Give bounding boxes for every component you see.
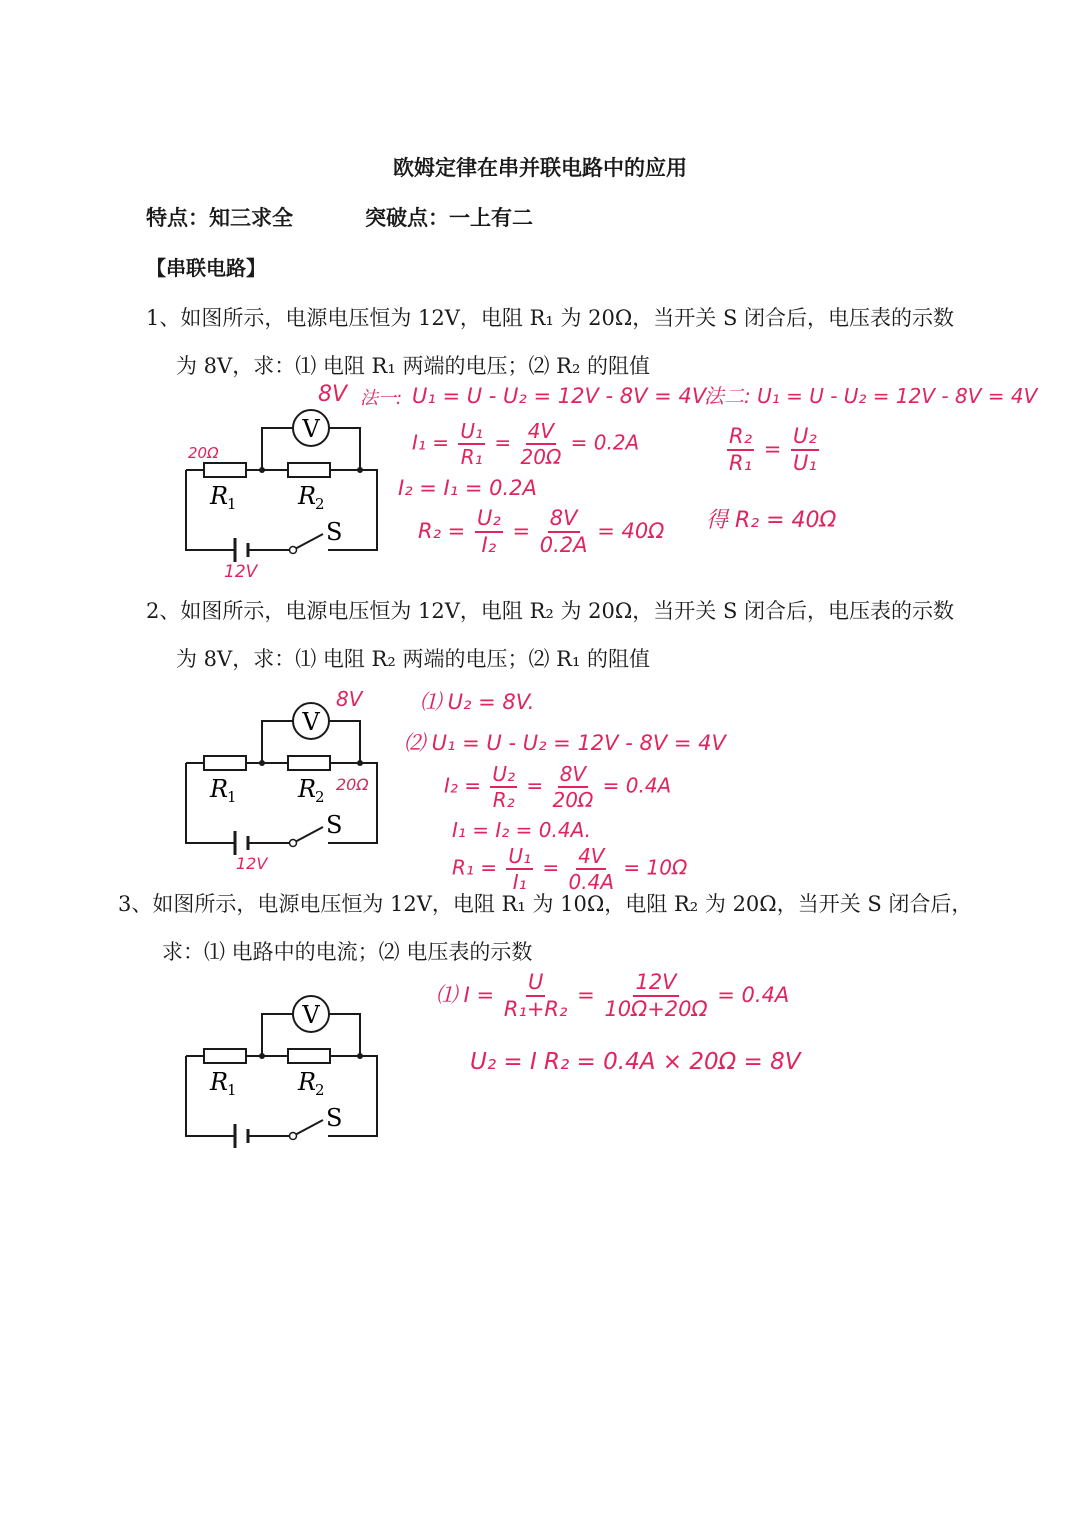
hw-q2-step-2: ⑵ U₁ = U - U₂ = 12V - 8V = 4V	[404, 731, 726, 755]
hw-q2-step-i2	[444, 764, 671, 810]
hw-q2-i-rhs: = 0.4A	[602, 773, 672, 798]
hw-q3-mid: =	[577, 983, 595, 1007]
r2-subscript: 2	[315, 495, 325, 513]
numerator: 8V	[559, 762, 587, 786]
voltmeter-label: V	[302, 415, 320, 443]
hw-q2-step-r1	[452, 846, 687, 892]
hw-q1-r2-lhs: R₂ =	[418, 519, 466, 543]
fraction	[506, 846, 533, 892]
question-2-line-2: 为 8V，求：⑴ 电阻 R₂ 两端的电压；⑵ R₁ 的阻值	[176, 647, 651, 671]
fraction	[504, 972, 568, 1020]
numerator: U₂	[791, 426, 819, 451]
denominator: R₂	[492, 788, 515, 812]
features-left: 特点：知三求全	[146, 206, 293, 230]
hw-q1-ratio-eq: =	[763, 437, 782, 461]
hw-q3-rhs: = 0.4A	[717, 983, 790, 1007]
r1-label: R	[210, 1068, 229, 1096]
switch-label: S	[326, 1104, 343, 1132]
hw-q1-r2-mid: =	[512, 519, 531, 543]
fraction	[553, 764, 594, 810]
hw-q3-step-2: U₂ = I R₂ = 0.4A × 20Ω = 8V	[470, 1049, 801, 1075]
hw-q2-r2-note: 20Ω	[336, 775, 369, 794]
denominator: R₁+R₂	[503, 997, 568, 1021]
hw-q1-i1-mid: =	[494, 430, 512, 455]
denominator: R₁	[460, 445, 483, 469]
hw-q2-meter-note: 8V	[336, 687, 363, 711]
hw-q1-r2-rhs: = 40Ω	[597, 519, 665, 543]
denominator: 20Ω	[520, 445, 562, 469]
r1-subscript: 1	[227, 495, 237, 513]
hw-q2-step-1: ⑴ U₂ = 8V.	[420, 690, 535, 714]
fraction	[490, 764, 517, 810]
hw-q1-r1-note: 20Ω	[188, 444, 219, 462]
numerator: U₂	[492, 762, 516, 786]
denominator: 10Ω+20Ω	[604, 997, 708, 1021]
numerator: R₂	[727, 426, 754, 451]
fraction	[791, 426, 819, 474]
fraction	[475, 508, 503, 556]
denominator: 0.4A	[568, 870, 615, 894]
hw-q1-method-2: 法二: U₁ = U - U₂ = 12V - 8V = 4V	[704, 384, 1038, 408]
question-3-line-2: 求：⑴ 电路中的电流；⑵ 电压表的示数	[162, 940, 533, 964]
fraction	[521, 421, 562, 467]
denominator: 0.2A	[539, 533, 588, 557]
r2-label: R	[298, 1068, 317, 1096]
question-2-line-1: 2、如图所示，电源电压恒为 12V，电阻 R₂ 为 20Ω，当开关 S 闭合后，电压表的示数	[146, 599, 955, 623]
numerator: U₁	[460, 419, 484, 443]
hw-q2-r-mid: =	[542, 855, 560, 880]
fraction	[604, 972, 707, 1020]
features-right: 突破点：一上有二	[365, 206, 533, 230]
numerator: 8V	[548, 508, 580, 533]
numerator: U₁	[508, 844, 532, 868]
hw-q3-step-1	[436, 972, 789, 1020]
circuit-diagram-3	[170, 986, 400, 1156]
question-3-line-1: 3、如图所示，电源电压恒为 12V，电阻 R₁ 为 10Ω，电阻 R₂ 为 20Ω，当开关 S 闭合后，	[118, 892, 973, 916]
r1-subscript: 1	[227, 1081, 237, 1099]
numerator: 4V	[578, 844, 605, 868]
denominator: U₁	[793, 451, 817, 475]
denominator: 20Ω	[552, 788, 594, 812]
numerator: U₂	[475, 508, 503, 533]
hw-q1-step-i2: I₂ = I₁ = 0.2A	[398, 476, 537, 500]
numerator: 12V	[633, 972, 678, 997]
circuit-diagram-1	[170, 400, 400, 570]
hw-q1-ratio	[724, 426, 822, 474]
hw-q1-battery-note: 12V	[224, 562, 258, 582]
hw-q1-result: 得 R₂ = 40Ω	[706, 508, 837, 533]
fraction	[727, 426, 754, 474]
section-heading: 【串联电路】	[146, 256, 266, 280]
question-1-line-2: 为 8V，求：⑴ 电阻 R₁ 两端的电压；⑵ R₂ 的阻值	[176, 354, 651, 378]
r1-label: R	[210, 482, 229, 510]
fraction	[540, 508, 588, 556]
denominator: I₁	[512, 870, 527, 894]
hw-q2-r-lhs: R₁ =	[452, 855, 498, 880]
r2-label: R	[298, 482, 317, 510]
denominator: I₂	[481, 533, 497, 557]
switch-label: S	[326, 518, 343, 546]
page-title: 欧姆定律在串并联电路中的应用	[393, 156, 687, 180]
voltmeter-label: V	[302, 1001, 320, 1029]
numerator: U	[526, 972, 545, 997]
fraction	[458, 421, 485, 467]
hw-q1-step-u1: U₁ = U - U₂ = 12V - 8V = 4V	[412, 384, 707, 408]
voltmeter-label: V	[302, 708, 320, 736]
denominator: R₁	[729, 451, 753, 475]
r2-subscript: 2	[315, 1081, 325, 1099]
hw-q1-i1-rhs: = 0.2A	[570, 430, 640, 455]
hw-q2-step-i1: I₁ = I₂ = 0.4A.	[452, 818, 591, 842]
hw-q3-lhs: ⑴ I =	[436, 983, 495, 1007]
r1-label: R	[210, 775, 229, 803]
r1-subscript: 1	[227, 788, 237, 806]
hw-q2-battery-note: 12V	[236, 854, 268, 873]
hw-q1-meter-note: 8V	[318, 382, 348, 407]
hw-q2-i-mid: =	[526, 773, 544, 798]
hw-q2-i-lhs: I₂ =	[444, 773, 482, 798]
switch-label: S	[326, 811, 343, 839]
r2-subscript: 2	[315, 788, 325, 806]
numerator: 4V	[527, 419, 555, 443]
question-1-line-1: 1、如图所示，电源电压恒为 12V，电阻 R₁ 为 20Ω，当开关 S 闭合后，电压表的示数	[146, 306, 955, 330]
hw-q1-step-i1	[412, 421, 639, 467]
hw-q1-step-r2	[418, 508, 664, 556]
r2-label: R	[298, 775, 317, 803]
hw-q1-method-1-label: 法一:	[360, 388, 403, 409]
hw-q2-r-rhs: = 10Ω	[623, 855, 688, 880]
hw-q1-i1-lhs: I₁ =	[412, 430, 450, 455]
fraction	[569, 846, 615, 892]
